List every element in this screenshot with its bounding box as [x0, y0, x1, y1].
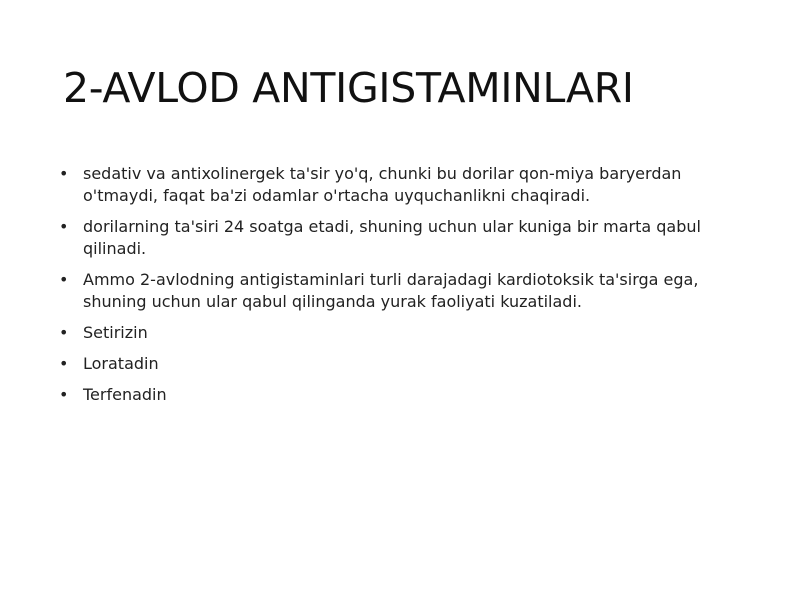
- bullet-text: Setirizin: [83, 323, 148, 342]
- slide-title: 2-AVLOD ANTIGISTAMINLARI: [63, 64, 634, 112]
- bullet-item: [59, 216, 749, 260]
- bullet-item: [59, 353, 749, 375]
- bullet-dot-icon: •: [59, 270, 69, 289]
- bullet-item: [59, 269, 749, 313]
- bullet-list: [59, 163, 749, 415]
- bullet-dot-icon: •: [59, 323, 69, 342]
- bullet-dot-icon: •: [59, 385, 69, 404]
- bullet-text: Ammo 2-avlodning antigistaminlari turli darajadagi kardiotoksik ta'sirga ega, shuning uchun ular qabul qilinganda yurak faoliyati kuzatiladi.: [83, 270, 699, 311]
- bullet-item: [59, 384, 749, 406]
- bullet-text: sedativ va antixolinergek ta'sir yo'q, chunki bu dorilar qon-miya baryerdan o'tmaydi, faqat ba'zi odamlar o'rtacha uyquchanlikni chaqiradi.: [83, 164, 682, 205]
- bullet-dot-icon: •: [59, 354, 69, 373]
- bullet-text: dorilarning ta'siri 24 soatga etadi, shuning uchun ular kuniga bir marta qabul qilinadi.: [83, 217, 701, 258]
- bullet-item: [59, 322, 749, 344]
- bullet-text: Terfenadin: [83, 385, 167, 404]
- bullet-item: [59, 163, 749, 207]
- bullet-dot-icon: •: [59, 217, 69, 236]
- bullet-text: Loratadin: [83, 354, 159, 373]
- bullet-dot-icon: •: [59, 164, 69, 183]
